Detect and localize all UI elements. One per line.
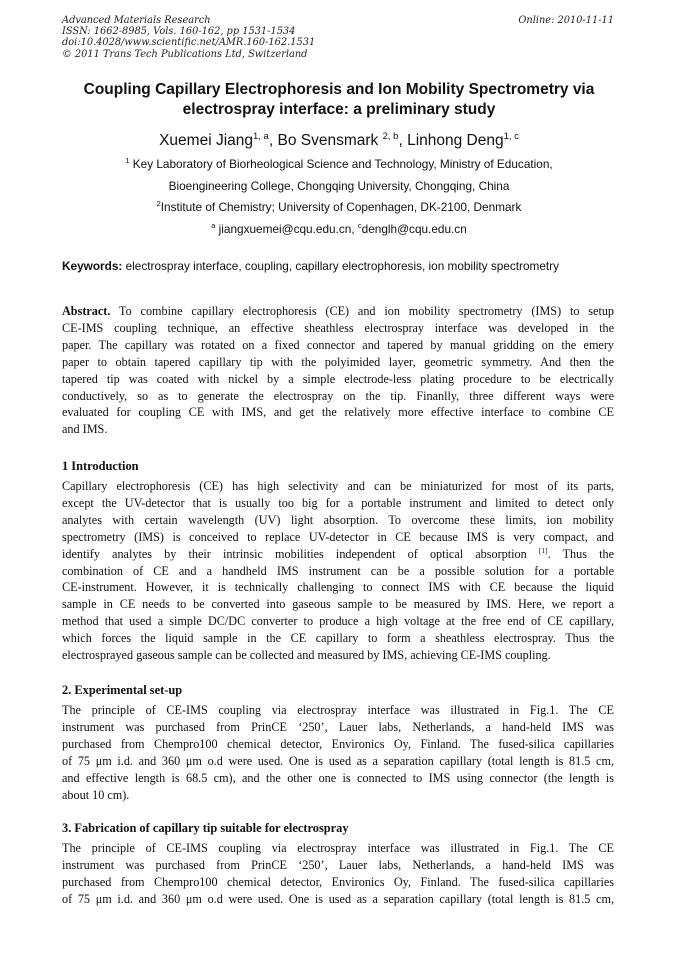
text-line: CE-instrument. However, it is technically challenging to connect IMS with CE because the liquid [62,580,614,595]
text-line: conductively, so as to generate the electrospray on the tip. Finanlly, three different ways were [62,388,614,403]
text-line: instrument was purchased from PrinCE ‘250’, Lauer labs, Netherlands, a hand-held IMS was [62,719,614,734]
author-affiliation-mark: 1, a [253,131,269,142]
journal-doi: doi:10.4028/www.scientific.net/AMR.160-162.1531 [62,37,316,49]
text-line: instrument was purchased from PrinCE ‘250’, Lauer labs, Netherlands, a hand-held IMS was [62,857,614,872]
text-line: analytes with certain wavelength (UV) light absorption. To overcome these limits, ion mobility [62,512,614,527]
text-line: which forces the liquid sample in the CE capillary to form a sheathless electrospray. Thus the [62,631,614,646]
affiliation-text: Key Laboratory of Biorheological Science and Technology, Ministry of Education, [132,157,553,171]
author-name: Linhong Deng [407,132,504,149]
section-heading-experimental: 2. Experimental set-up [62,683,183,697]
text-line: except the UV-detector that is usually too big for a portable instrument and limited to detect only [62,495,614,510]
keywords-text: electrospray interface, coupling, capillary electrophoresis, ion mobility spectrometry [125,259,559,273]
text-line: and IMS. [62,422,108,437]
author-affiliation-mark: 2, b [382,131,399,142]
online-date: Online: 2010-11-11 [518,15,614,26]
text-line: CE-IMS coupling technique, an effective sheathless electrospray interface was developed in the [62,320,614,335]
text-line: tapered tip was coated with nickel by a simple electrode-less plating procedure to be electrically [62,371,614,386]
text-line: of 75 μm i.d. and 360 μm o.d were used. One is used as a separation capillary (total length is 81.5 cm, [62,753,614,768]
journal-header [62,15,315,60]
affiliation-text: Institute of Chemistry; University of Copenhagen, DK-2100, Denmark [160,200,522,214]
text-line: paper. The capillary was rotated on a fixed connector and tapered by manual gridding on the emery [62,337,614,352]
affiliation-1 [40,157,638,171]
paper-title [40,80,638,120]
text-line: sample in CE needs to be converted into gaseous sample to be measured by IMS. Here, we report a [62,597,614,612]
text-line: of 75 μm i.d. and 360 μm o.d were used. One is used as a separation capillary (total length is 81.5 cm, [62,891,614,906]
citation-ref[interactable]: [1] [538,545,548,555]
abstract [62,303,614,438]
text-line: identify analytes by their intrinsic mobilities independent of optical absorption [1]. Thus the [62,545,615,561]
section-heading-fabrication: 3. Fabrication of capillary tip suitable for electrospray [62,821,349,835]
journal-name: Advanced Materials Research [62,15,211,26]
text-line: evaluated for coupling CE with IMS, and get the relatively more effective interface to combine CE [62,405,614,420]
author-name: Xuemei Jiang [159,132,253,149]
journal-issn: ISSN: 1662-8985, Vols. 160-162, pp 1531-1534 [62,26,296,38]
text-line: The principle of CE-IMS coupling via electrospray interface was illustrated in Fig.1. The CE [62,841,614,855]
text-line: and effective length is 68.5 cm), and the other one is connected to IMS using connector (the length is [62,770,614,785]
fabrication-paragraph [62,840,614,908]
journal-copyright: © 2011 Trans Tech Publications Ltd, Switzerland [62,48,308,60]
email-mark: a [211,221,216,230]
introduction-paragraph [62,478,614,664]
keywords-label: Keywords: [62,259,123,273]
email-link[interactable]: denglh@cqu.edu.cn [361,222,467,236]
email-mark: c [357,221,362,230]
experimental-paragraph [62,702,614,803]
affiliation-2 [40,200,638,214]
keywords [62,259,618,273]
affiliation-mark: 1 [125,156,130,165]
email-link[interactable]: jiangxuemei@cqu.edu.cn, [218,222,355,236]
title-line-1: Coupling Capillary Electrophoresis and Ion Mobility Spectrometry via [83,81,595,98]
section-heading-introduction: 1 Introduction [62,459,139,473]
text-line: paper to obtain tapered capillary tip with the polyimided layer, geometric symmetry. And then the [62,354,614,369]
text-line: purchased from Chempro100 chemical detector, Environics Oy, Finland. The fused-silica capillaries [62,736,614,751]
author-list: Xuemei Jiang$^{1, a}$, Bo Svensmark $^{2, b}$, Linhong Deng$^{1, c}$ [159,131,519,149]
author-emails [40,222,638,236]
abstract-label: Abstract. [62,304,111,318]
affiliation-mark: 2 [156,199,161,208]
text-line: Abstract. To combine capillary electrophoresis (CE) and ion mobility spectrometry (IMS) to setup [62,304,615,318]
text-line: spectrometry (IMS) is conceived to replace UV-detector in CE because IMS is very compact, and [62,529,614,544]
title-line-2: electrospray interface: a preliminary study [182,101,496,118]
affiliation-1-continued: Bioengineering College, Chongqing University, Chongqing, China [168,179,510,193]
text-line: The principle of CE-IMS coupling via electrospray interface was illustrated in Fig.1. The CE [62,703,614,717]
text-line: purchased from Chempro100 chemical detector, Environics Oy, Finland. The fused-silica capillaries [62,874,614,889]
text-line: about 10 cm). [62,787,130,802]
text-line: Capillary electrophoresis (CE) has high selectivity and can be miniaturized for most of its parts, [62,479,614,493]
text-line: combination of CE and a handheld IMS instrument can be a possible solution for a portable [62,563,614,578]
author-name: Bo Svensmark [277,132,379,149]
text-line: electrosprayed gaseous sample can be collected and measured by IMS, achieving CE-IMS coupling. [62,648,551,663]
text-line: method that used a simple DC/DC converter to produce a high voltage at the free end of CE capillary, [62,614,614,629]
author-affiliation-mark: 1, c [503,131,519,142]
